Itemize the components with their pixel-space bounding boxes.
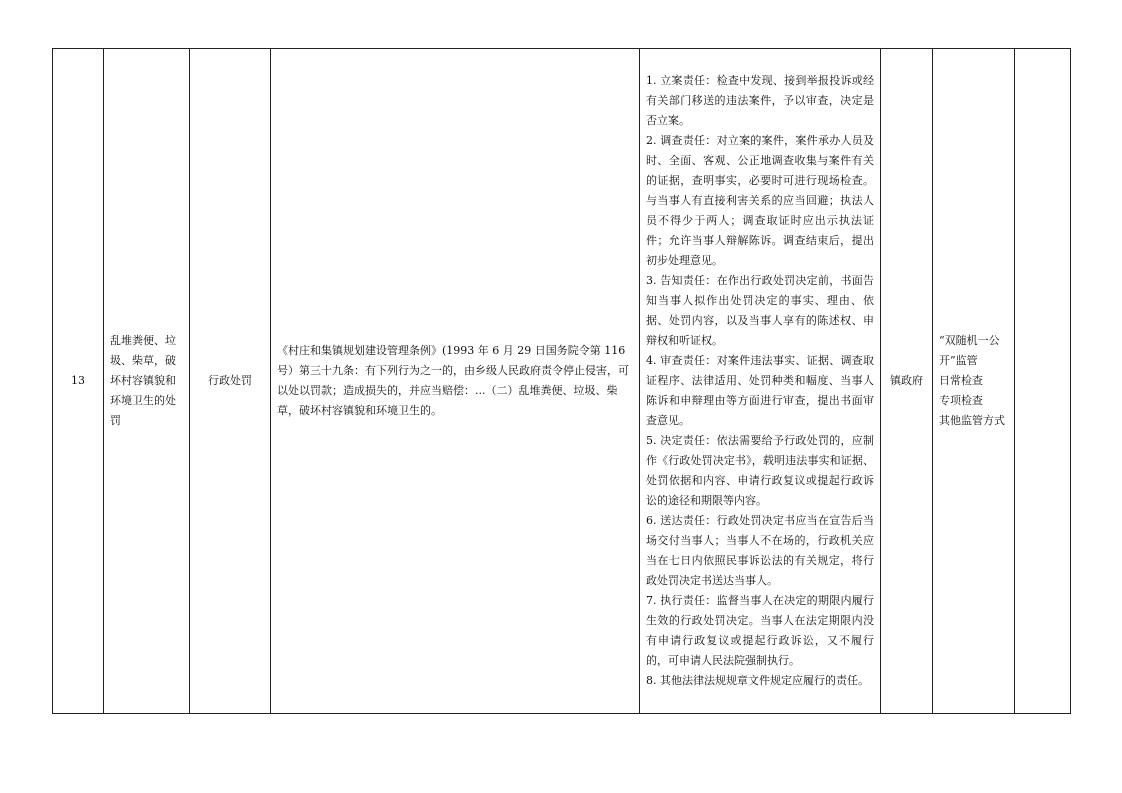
responsibility-item: 2. 调查责任：对立案的案件，案件承办人员及时、全面、客观、公正地调查收集与案件有关的证据，查明事实，必要时可进行现场检查。与当事人有直接利害关系的应当回避；执法人员不得少于两人；调查取证时应出示执法证件；允许当事人辩解陈诉。调查结束后，提出初步处理意见。 — [646, 134, 874, 267]
responsibility-item: 8. 其他法律法规规章文件规定应履行的责任。 — [646, 674, 869, 687]
responsibility-item: 5. 决定责任：依法需要给予行政处罚的，应制作《行政处罚决定书》，载明违法事实和证据、处罚依据和内容、申请行政复议或提起行政诉讼的途径和期限等内容。 — [646, 434, 874, 507]
responsibility-item: 3. 告知责任：在作出行政处罚决定前，书面告知当事人拟作出处罚决定的事实、理由、依据、处罚内容，以及当事人享有的陈述权、申辩权和听证权。 — [646, 274, 874, 347]
legal-basis: 《村庄和集镇规划建设管理条例》(1993 年 6 月 29 日国务院令第 116 号）第三十九条：有下列行为之一的，由乡级人民政府责令停止侵害，可以处以罚款；造成损失的，并应当赔偿：...（二）乱堆粪便、垃圾、柴草，破坏村容镇貌和环境卫生的。 — [271, 49, 640, 714]
remarks — [1015, 49, 1071, 714]
supervision-method: 其他监管方式 — [939, 414, 1005, 427]
responsibility-item: 4. 审查责任：对案件违法事实、证据、调查取证程序、法律适用、处罚种类和幅度、当事人陈诉和申辩理由等方面进行审查，提出书面审查意见。 — [646, 354, 874, 427]
supervision-method: 专项检查 — [939, 394, 983, 407]
responsibility-list — [640, 49, 881, 714]
responsibility-item: 6. 送达责任：行政处罚决定书应当在宣告后当场交付当事人；当事人不在场的，行政机关应当在七日内依照民事诉讼法的有关规定，将行政处罚决定书送达当事人。 — [646, 514, 874, 587]
responsibility-item: 7. 执行责任：监督当事人在决定的期限内履行生效的行政处罚决定。当事人在法定期限内没有申请行政复议或提起行政诉讼，又不履行的，可申请人民法院强制执行。 — [646, 594, 874, 667]
power-list-table — [52, 48, 1071, 714]
supervision-methods — [933, 49, 1015, 714]
implementing-organization: 镇政府 — [881, 49, 933, 714]
item-name: 乱堆粪便、垃圾、柴草，破坏村容镇貌和环境卫生的处罚 — [104, 49, 190, 714]
power-type: 行政处罚 — [190, 49, 271, 714]
responsibility-item: 1. 立案责任：检查中发现、接到举报投诉或经有关部门移送的违法案件，予以审查，决定是否立案。 — [646, 74, 874, 127]
row-number: 13 — [53, 49, 104, 714]
supervision-method: 日常检查 — [939, 374, 983, 387]
supervision-method: “双随机一公开”监管 — [939, 334, 1000, 367]
table-row — [53, 49, 1071, 714]
